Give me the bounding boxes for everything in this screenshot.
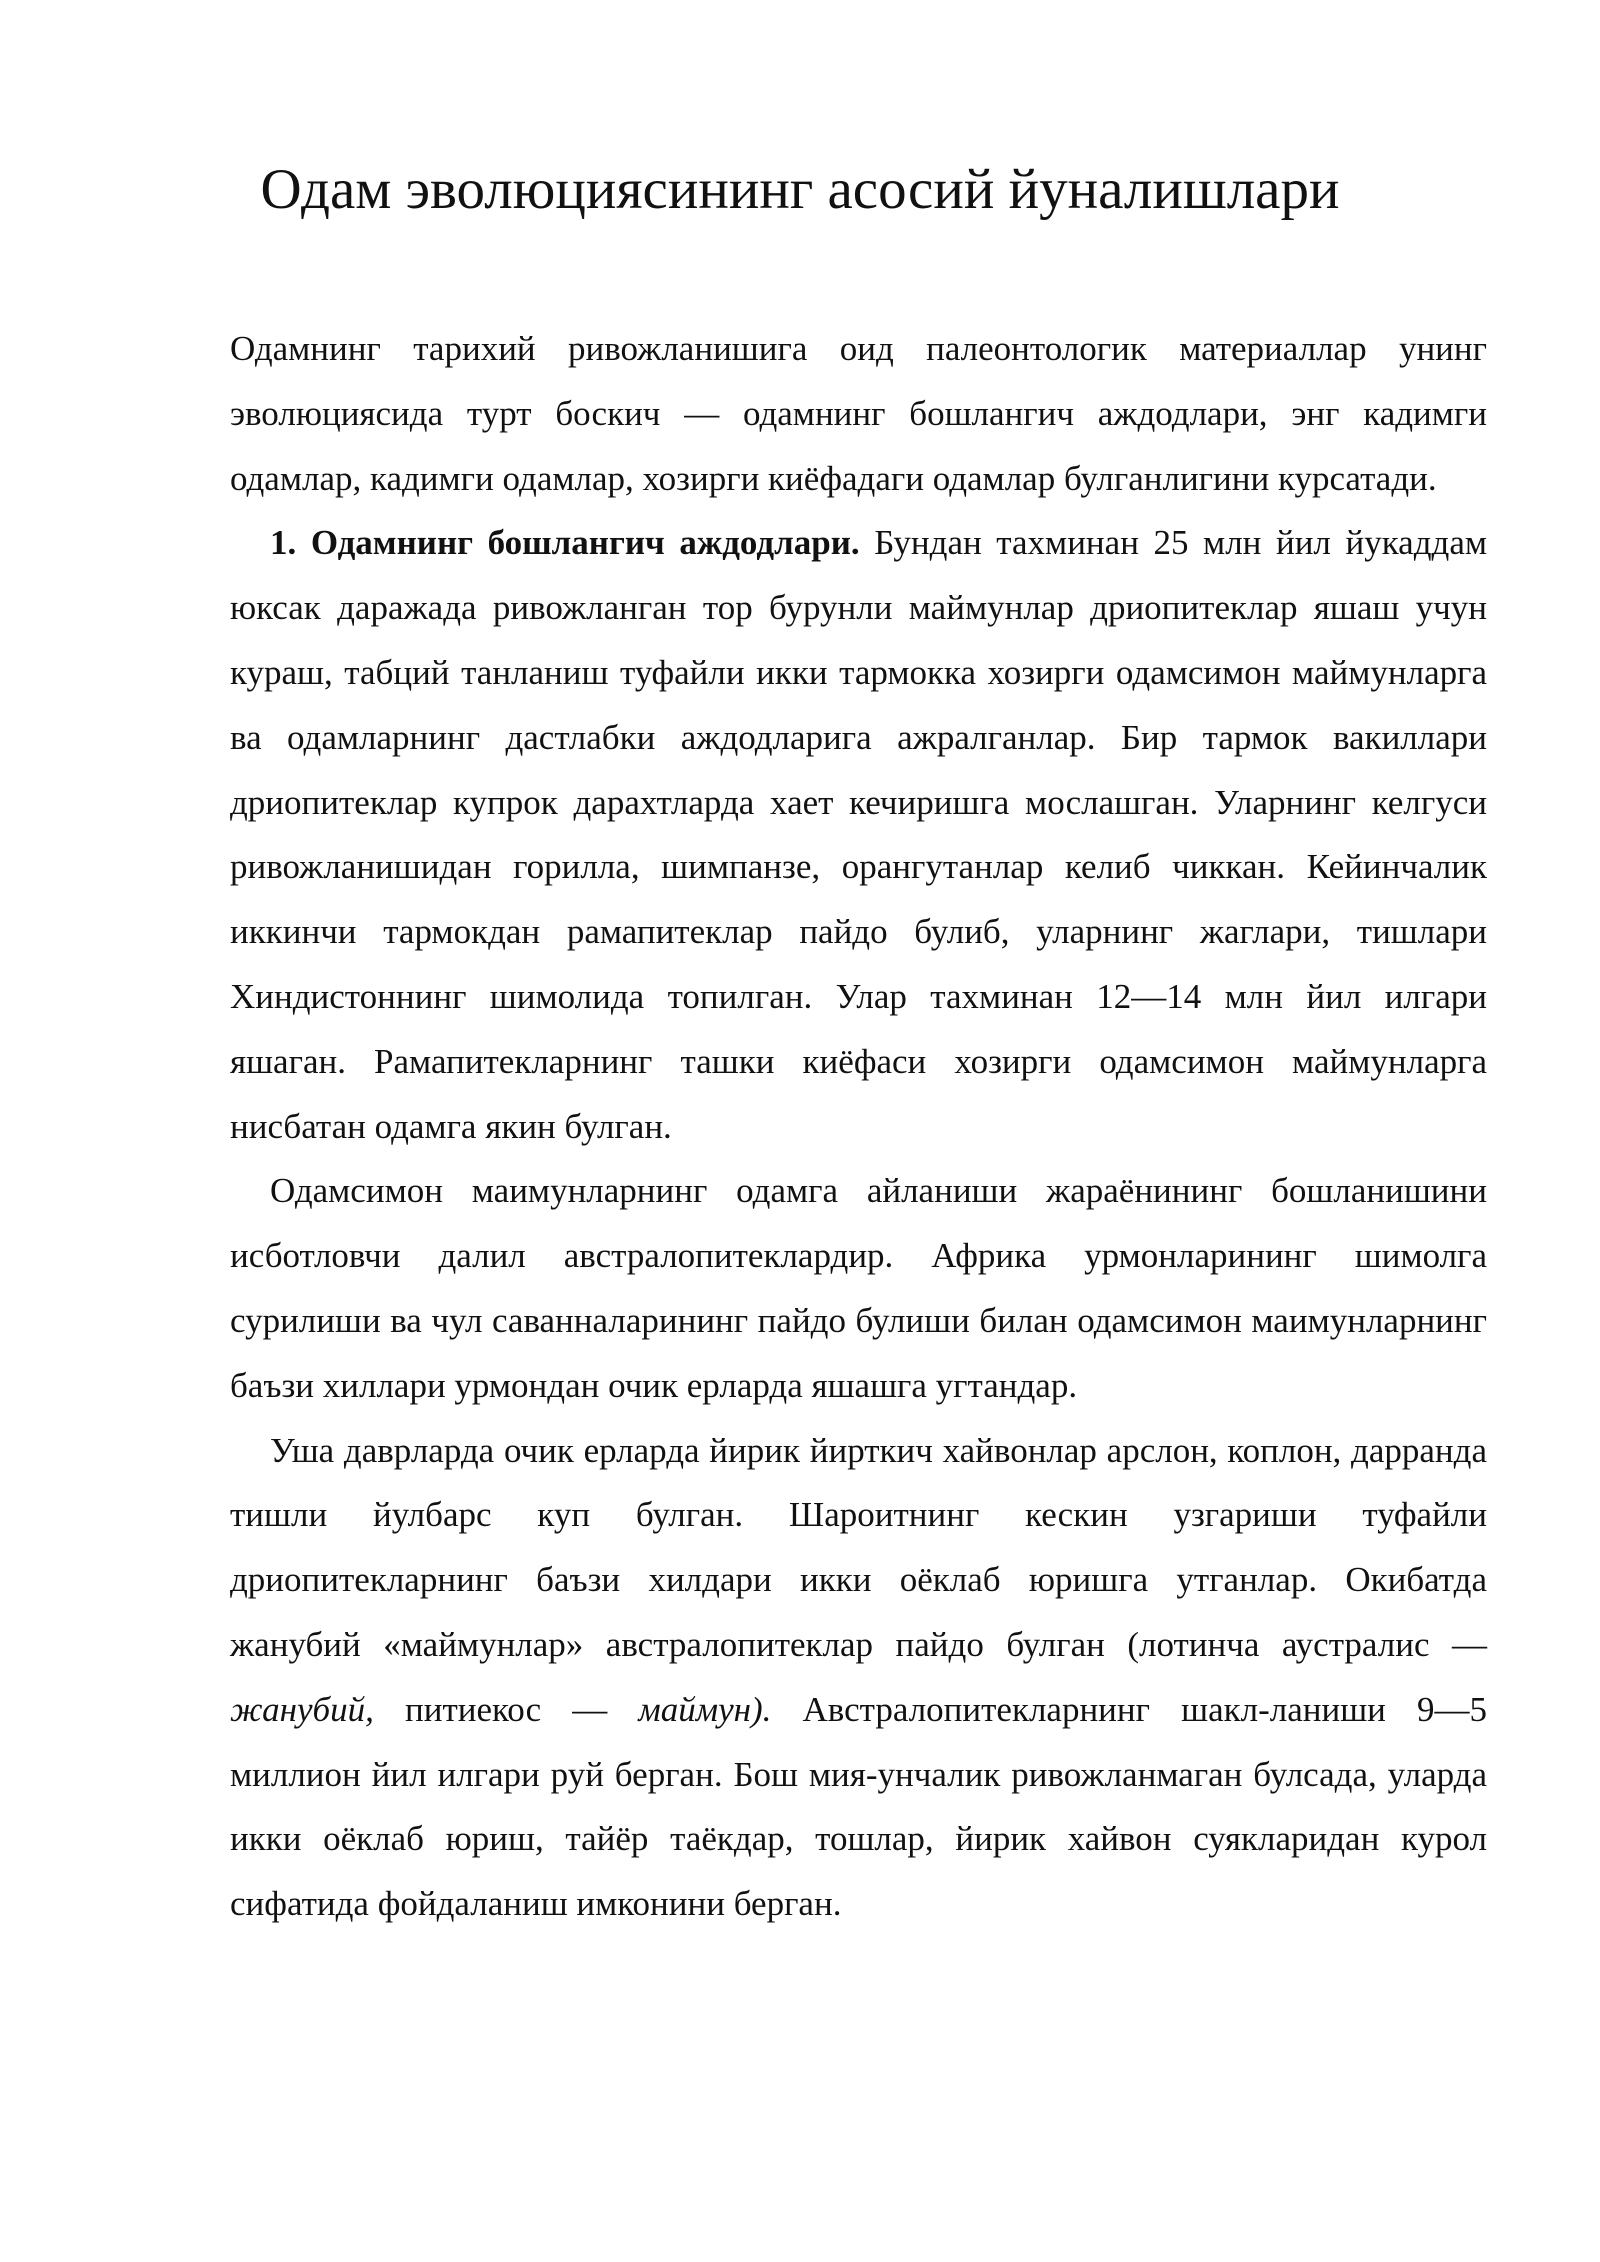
italic-term-monkey: маймун). <box>638 1689 772 1729</box>
paragraph-ancestors <box>230 511 1487 1159</box>
paragraph-australopithecus: Одамсимон маимунларнинг одамга айланиши жараёнининг бошланишини исботловчи далил австралопитеклардир. Африка урмонларининг шимолга сурилиши ва чул саванналарининг пайдо булиши билан одамсимон маимунларнинг баъзи хиллари урмондан очик ерларда яшашга угтандар. <box>230 1171 1487 1405</box>
italic-term-southern: жанубий, <box>230 1689 374 1729</box>
paragraph-ancestors-text: Бундан тахминан 25 млн йил йукаддам юксак даражада ривожланган тор бурунли маймунлар дриопитеклар яшаш учун кураш, табций танланиш туфайли икки тармокка хозирги одамсимон маймунларга ва одамларнинг дастлабки аждодларига ажралганлар. Бир тармок вакиллари дриопитеклар купрок дарахтларда хает кечиришга мослашган. Уларнинг келгуси ривожланишидан горилла, шимпанзе, орангутанлар келиб чиккан. Кейинчалик иккинчи тармокдан рамапитеклар пайдо булиб, уларнинг жаглари, тишлари Хиндистоннинг шимолида топилган. Улар тахминан 12—14 млн йил илгари яшаган. Рамапитекларнинг ташки киёфаси хозирги одамсимон маймунларга нисбатан одамга якин булган. <box>230 523 1487 1146</box>
paragraph-environment <box>230 1419 1487 1937</box>
paragraph-intro: Одамнинг тарихий ривожланишига оид палеонтологик материаллар унинг эволюциясида турт боскич — одамнинг бошлангич аждодлари, энг кадимги одамлар, кадимги одамлар, хозирги киёфадаги одамлар булганлигини курсатади. <box>230 329 1487 498</box>
section-heading: 1. Одамнинг бошлангич аждодлари. <box>270 523 860 563</box>
page-title: Одам эволюциясининг асосий йуналишлари <box>260 158 1340 221</box>
paragraph-environment-text-a: Уша даврларда очик ерларда йирик йирткич хайвонлар арслон, коплон, дарранда тишли йулбарс куп булган. Шароитнинг кескин узгариши туфайли дриопитекларнинг баъзи хилдари икки оёклаб юришга утганлар. Окибатда жанубий «маймунлар» австралопитеклар пайдо булган (лотинча аустралис — <box>230 1430 1487 1664</box>
paragraph-environment-text-b: питиекос — <box>373 1689 639 1729</box>
document-body <box>230 317 1487 1937</box>
paragraph-environment-text-c: Австралопитекларнинг шакл-ланиши 9—5 миллион йил илгари руй берган. Бош мия-унчалик ривожланмаган булсада, уларда икки оёклаб юриш, тайёр таёкдар, тошлар, йирик хайвон суякларидан курол сифатида фойдаланиш имконини берган. <box>230 1689 1488 1924</box>
